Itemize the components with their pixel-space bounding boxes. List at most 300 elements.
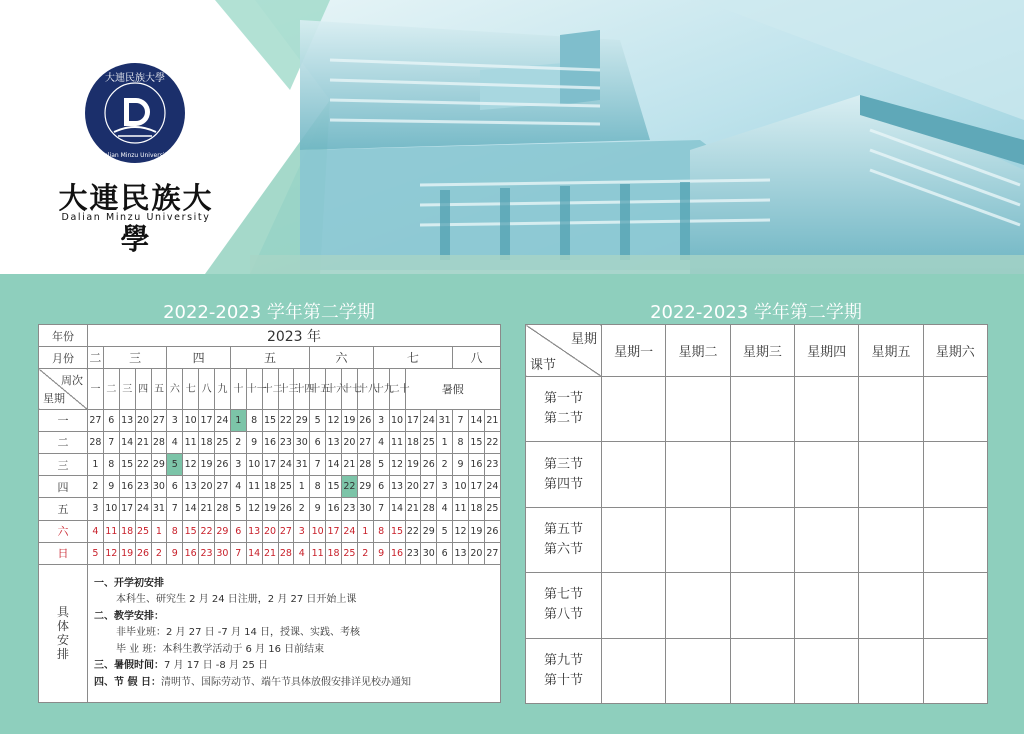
date-cell: 27 bbox=[88, 409, 104, 431]
calendar-row bbox=[39, 454, 501, 476]
schedule-cell[interactable] bbox=[923, 377, 987, 442]
date-cell: 14 bbox=[183, 498, 199, 520]
date-cell: 22 bbox=[135, 454, 151, 476]
date-cell: 26 bbox=[215, 454, 231, 476]
month-cell: 四 bbox=[167, 347, 231, 369]
date-cell: 2 bbox=[230, 431, 246, 453]
period-name: 第六节 bbox=[543, 541, 583, 557]
weekday-label: 四 bbox=[39, 476, 88, 498]
date-cell: 15 bbox=[183, 520, 199, 542]
weekday-label: 二 bbox=[39, 431, 88, 453]
month-label: 月份 bbox=[39, 347, 88, 369]
date-cell: 19 bbox=[119, 542, 135, 564]
schedule-cell[interactable] bbox=[730, 377, 794, 442]
date-cell: 12 bbox=[246, 498, 262, 520]
date-cell: 2 bbox=[437, 454, 453, 476]
date-cell: 13 bbox=[326, 431, 342, 453]
date-cell: 16 bbox=[469, 454, 485, 476]
schedule-cell[interactable] bbox=[859, 377, 923, 442]
date-cell: 16 bbox=[389, 542, 405, 564]
date-cell: 9 bbox=[373, 542, 389, 564]
date-cell: 17 bbox=[469, 476, 485, 498]
week-number-cell: 一 bbox=[88, 369, 104, 409]
week-number-cell: 六 bbox=[167, 369, 183, 409]
date-cell: 25 bbox=[215, 431, 231, 453]
note-title: 二、教学安排： bbox=[94, 610, 164, 622]
weekday-label: 日 bbox=[39, 542, 88, 564]
month-cell: 二 bbox=[88, 347, 104, 369]
date-cell: 1 bbox=[437, 431, 453, 453]
date-cell: 21 bbox=[262, 542, 278, 564]
schedule-cell[interactable] bbox=[602, 377, 666, 442]
week-number-cell: 二 bbox=[103, 369, 119, 409]
date-cell: 17 bbox=[119, 498, 135, 520]
schedule-cell[interactable] bbox=[859, 507, 923, 572]
date-cell: 10 bbox=[453, 476, 469, 498]
calendar-row bbox=[39, 409, 501, 431]
date-cell: 27 bbox=[484, 542, 500, 564]
weekday-header: 星期一 bbox=[602, 325, 666, 377]
schedule-cell[interactable] bbox=[730, 507, 794, 572]
schedule-cell[interactable] bbox=[666, 442, 730, 507]
schedule-row bbox=[526, 638, 988, 703]
date-cell: 23 bbox=[135, 476, 151, 498]
note-title: 三、暑假时间： bbox=[94, 660, 164, 672]
schedule-cell[interactable] bbox=[923, 442, 987, 507]
period-name: 第十节 bbox=[543, 672, 583, 688]
date-cell: 20 bbox=[135, 409, 151, 431]
date-cell: 5 bbox=[230, 498, 246, 520]
date-cell: 9 bbox=[103, 476, 119, 498]
schedule-cell[interactable] bbox=[794, 377, 858, 442]
month-cell: 七 bbox=[373, 347, 452, 369]
date-cell: 23 bbox=[484, 454, 500, 476]
date-cell: 23 bbox=[199, 542, 215, 564]
note-line bbox=[94, 576, 494, 593]
schedule-cell[interactable] bbox=[730, 573, 794, 638]
schedule-row bbox=[526, 507, 988, 572]
date-cell: 14 bbox=[389, 498, 405, 520]
week-number-cell: 二十 bbox=[389, 369, 405, 409]
date-cell: 4 bbox=[230, 476, 246, 498]
weekday-label: 五 bbox=[39, 498, 88, 520]
week-number-cell: 三 bbox=[119, 369, 135, 409]
date-cell: 9 bbox=[310, 498, 326, 520]
date-cell: 22 bbox=[405, 520, 421, 542]
date-cell: 8 bbox=[167, 520, 183, 542]
date-cell: 29 bbox=[215, 520, 231, 542]
weekday-header: 星期二 bbox=[666, 325, 730, 377]
date-cell: 7 bbox=[167, 498, 183, 520]
period-name: 第一节 bbox=[543, 391, 583, 407]
date-cell: 19 bbox=[342, 409, 358, 431]
date-cell: 8 bbox=[373, 520, 389, 542]
date-cell: 1 bbox=[151, 520, 167, 542]
period-name: 第三节 bbox=[543, 456, 583, 472]
header-banner bbox=[0, 0, 1024, 274]
svg-text:Dalian Minzu University: Dalian Minzu University bbox=[99, 152, 171, 159]
week-number-cell: 十九 bbox=[373, 369, 389, 409]
date-cell: 31 bbox=[437, 409, 453, 431]
date-cell: 3 bbox=[230, 454, 246, 476]
date-cell: 30 bbox=[357, 498, 373, 520]
schedule-cell[interactable] bbox=[666, 377, 730, 442]
date-cell: 4 bbox=[167, 431, 183, 453]
weekday-header: 星期三 bbox=[730, 325, 794, 377]
period-label bbox=[526, 573, 602, 638]
week-day-corner: 周次 星期 bbox=[39, 369, 88, 409]
date-cell: 17 bbox=[199, 409, 215, 431]
date-cell: 12 bbox=[103, 542, 119, 564]
period-label bbox=[526, 638, 602, 703]
date-cell: 13 bbox=[183, 476, 199, 498]
week-number-cell: 十三 bbox=[278, 369, 294, 409]
date-cell: 25 bbox=[421, 431, 437, 453]
date-cell: 5 bbox=[88, 542, 104, 564]
schedule-cell[interactable] bbox=[602, 507, 666, 572]
summer-vacation-label: 暑假 bbox=[405, 369, 501, 409]
month-cell: 八 bbox=[453, 347, 501, 369]
date-cell: 26 bbox=[278, 498, 294, 520]
date-cell: 4 bbox=[88, 520, 104, 542]
month-cell: 六 bbox=[310, 347, 374, 369]
date-cell: 3 bbox=[294, 520, 310, 542]
date-cell: 15 bbox=[469, 431, 485, 453]
date-cell: 21 bbox=[405, 498, 421, 520]
date-cell: 18 bbox=[405, 431, 421, 453]
week-number-cell: 十二 bbox=[262, 369, 278, 409]
date-cell: 24 bbox=[215, 409, 231, 431]
schedule-cell[interactable] bbox=[730, 638, 794, 703]
schedule-row bbox=[526, 573, 988, 638]
date-cell: 25 bbox=[342, 542, 358, 564]
date-cell: 1 bbox=[88, 454, 104, 476]
date-cell: 16 bbox=[262, 431, 278, 453]
university-name-en: Dalian Minzu University bbox=[61, 212, 211, 223]
date-cell: 1 bbox=[294, 476, 310, 498]
date-cell: 22 bbox=[484, 431, 500, 453]
date-cell: 5 bbox=[310, 409, 326, 431]
date-cell: 13 bbox=[246, 520, 262, 542]
calendar-row bbox=[39, 476, 501, 498]
date-cell: 28 bbox=[88, 431, 104, 453]
period-name: 第四节 bbox=[543, 476, 583, 492]
date-cell: 8 bbox=[310, 476, 326, 498]
date-cell: 13 bbox=[119, 409, 135, 431]
date-cell: 23 bbox=[342, 498, 358, 520]
date-cell: 18 bbox=[326, 542, 342, 564]
period-name: 第七节 bbox=[543, 587, 583, 603]
date-cell: 6 bbox=[373, 476, 389, 498]
date-cell: 27 bbox=[278, 520, 294, 542]
week-number-cell: 九 bbox=[215, 369, 231, 409]
date-cell: 24 bbox=[421, 409, 437, 431]
week-number-cell: 十七 bbox=[342, 369, 358, 409]
date-cell: 12 bbox=[326, 409, 342, 431]
date-cell: 19 bbox=[199, 454, 215, 476]
date-cell: 27 bbox=[357, 431, 373, 453]
date-cell: 26 bbox=[357, 409, 373, 431]
date-cell: 19 bbox=[469, 520, 485, 542]
date-cell: 27 bbox=[151, 409, 167, 431]
date-cell: 7 bbox=[310, 454, 326, 476]
date-cell: 18 bbox=[119, 520, 135, 542]
date-cell: 20 bbox=[405, 476, 421, 498]
date-cell: 8 bbox=[453, 431, 469, 453]
date-cell: 5 bbox=[437, 520, 453, 542]
date-cell: 20 bbox=[199, 476, 215, 498]
date-cell: 4 bbox=[373, 431, 389, 453]
date-cell: 29 bbox=[357, 476, 373, 498]
week-number-cell: 十 bbox=[230, 369, 246, 409]
date-cell: 4 bbox=[437, 498, 453, 520]
week-number-cell: 十一 bbox=[246, 369, 262, 409]
date-cell: 31 bbox=[151, 498, 167, 520]
week-number-cell: 八 bbox=[199, 369, 215, 409]
date-cell: 9 bbox=[453, 454, 469, 476]
calendar-title: 2022-2023 学年第二学期 bbox=[163, 302, 375, 323]
date-cell: 5 bbox=[373, 454, 389, 476]
university-seal-logo bbox=[84, 62, 186, 164]
date-cell: 22 bbox=[199, 520, 215, 542]
class-schedule-table bbox=[525, 324, 988, 704]
date-cell: 6 bbox=[310, 431, 326, 453]
date-cell: 14 bbox=[246, 542, 262, 564]
schedule-cell[interactable] bbox=[666, 573, 730, 638]
schedule-cell[interactable] bbox=[794, 573, 858, 638]
date-cell: 18 bbox=[199, 431, 215, 453]
calendar-row bbox=[39, 498, 501, 520]
date-cell: 10 bbox=[183, 409, 199, 431]
schedule-cell[interactable] bbox=[666, 507, 730, 572]
weekday-label: 三 bbox=[39, 454, 88, 476]
weekday-header: 星期六 bbox=[923, 325, 987, 377]
date-cell: 4 bbox=[294, 542, 310, 564]
schedule-cell[interactable] bbox=[666, 638, 730, 703]
date-cell: 3 bbox=[167, 409, 183, 431]
date-cell: 6 bbox=[103, 409, 119, 431]
date-cell: 20 bbox=[342, 431, 358, 453]
date-cell: 26 bbox=[421, 454, 437, 476]
date-cell: 17 bbox=[262, 454, 278, 476]
date-cell: 13 bbox=[453, 542, 469, 564]
date-cell: 28 bbox=[278, 542, 294, 564]
date-cell: 9 bbox=[167, 542, 183, 564]
week-number-cell: 五 bbox=[151, 369, 167, 409]
date-cell: 3 bbox=[437, 476, 453, 498]
period-name: 第五节 bbox=[543, 521, 583, 537]
date-cell: 23 bbox=[278, 431, 294, 453]
date-cell: 30 bbox=[151, 476, 167, 498]
date-cell: 12 bbox=[453, 520, 469, 542]
date-cell: 1 bbox=[230, 409, 246, 431]
period-name: 第九节 bbox=[543, 652, 583, 668]
date-cell: 19 bbox=[405, 454, 421, 476]
schedule-cell[interactable] bbox=[730, 442, 794, 507]
date-cell: 17 bbox=[405, 409, 421, 431]
date-cell: 28 bbox=[215, 498, 231, 520]
month-cell: 三 bbox=[103, 347, 167, 369]
schedule-cell[interactable] bbox=[794, 442, 858, 507]
date-cell: 11 bbox=[183, 431, 199, 453]
schedule-cell[interactable] bbox=[923, 573, 987, 638]
date-cell: 30 bbox=[215, 542, 231, 564]
schedule-row bbox=[526, 442, 988, 507]
date-cell: 28 bbox=[421, 498, 437, 520]
date-cell: 24 bbox=[342, 520, 358, 542]
date-cell: 7 bbox=[230, 542, 246, 564]
date-cell: 3 bbox=[88, 498, 104, 520]
date-cell: 25 bbox=[278, 476, 294, 498]
date-cell: 24 bbox=[135, 498, 151, 520]
date-cell: 28 bbox=[151, 431, 167, 453]
note-title: 一、开学初安排 bbox=[94, 577, 164, 589]
date-cell: 9 bbox=[246, 431, 262, 453]
date-cell: 21 bbox=[135, 431, 151, 453]
calendar-row bbox=[39, 431, 501, 453]
schedule-cell[interactable] bbox=[923, 638, 987, 703]
date-cell: 6 bbox=[437, 542, 453, 564]
date-cell: 27 bbox=[215, 476, 231, 498]
date-cell: 24 bbox=[484, 476, 500, 498]
date-cell: 26 bbox=[484, 520, 500, 542]
date-cell: 31 bbox=[294, 454, 310, 476]
weekday-label: 一 bbox=[39, 409, 88, 431]
date-cell: 20 bbox=[262, 520, 278, 542]
date-cell: 11 bbox=[246, 476, 262, 498]
date-cell: 21 bbox=[484, 409, 500, 431]
date-cell: 24 bbox=[278, 454, 294, 476]
note-text: 7 月 17 日 -8 月 25 日 bbox=[164, 660, 269, 672]
date-cell: 23 bbox=[405, 542, 421, 564]
date-cell: 2 bbox=[357, 542, 373, 564]
date-cell: 2 bbox=[88, 476, 104, 498]
week-number-cell: 十六 bbox=[326, 369, 342, 409]
date-cell: 22 bbox=[342, 476, 358, 498]
date-cell: 6 bbox=[230, 520, 246, 542]
date-cell: 6 bbox=[167, 476, 183, 498]
weekday-header: 星期五 bbox=[859, 325, 923, 377]
svg-text:大連民族大學: 大連民族大學 bbox=[105, 73, 165, 84]
note-item: 非毕业班：2 月 27 日 -7 月 14 日，授课、实践、考核 bbox=[116, 627, 361, 639]
date-cell: 16 bbox=[119, 476, 135, 498]
date-cell: 25 bbox=[135, 520, 151, 542]
schedule-cell[interactable] bbox=[923, 507, 987, 572]
calendar-row bbox=[39, 520, 501, 542]
note-line bbox=[94, 609, 494, 626]
date-cell: 15 bbox=[326, 476, 342, 498]
note-item: 本科生、研究生 2 月 24 日注册，2 月 27 日开始上课 bbox=[116, 594, 357, 606]
date-cell: 12 bbox=[389, 454, 405, 476]
date-cell: 12 bbox=[183, 454, 199, 476]
schedule-cell[interactable] bbox=[794, 638, 858, 703]
date-cell: 11 bbox=[103, 520, 119, 542]
date-cell: 10 bbox=[310, 520, 326, 542]
date-cell: 29 bbox=[151, 454, 167, 476]
date-cell: 14 bbox=[326, 454, 342, 476]
date-cell: 10 bbox=[246, 454, 262, 476]
year-value: 2023 年 bbox=[88, 325, 501, 347]
month-cell: 五 bbox=[230, 347, 309, 369]
note-title: 四、节 假 日： bbox=[94, 676, 161, 688]
date-cell: 14 bbox=[119, 431, 135, 453]
period-name: 第二节 bbox=[543, 411, 583, 427]
year-label: 年份 bbox=[39, 325, 88, 347]
schedule-cell[interactable] bbox=[602, 638, 666, 703]
week-number-cell: 十八 bbox=[357, 369, 373, 409]
period-label bbox=[526, 377, 602, 442]
week-number-cell: 七 bbox=[183, 369, 199, 409]
date-cell: 7 bbox=[373, 498, 389, 520]
weekday-header: 星期四 bbox=[794, 325, 858, 377]
note-item: 毕 业 班：本科生教学活动于 6 月 16 日前结束 bbox=[116, 643, 325, 655]
date-cell: 25 bbox=[484, 498, 500, 520]
date-cell: 29 bbox=[294, 409, 310, 431]
date-cell: 26 bbox=[135, 542, 151, 564]
date-cell: 11 bbox=[310, 542, 326, 564]
date-cell: 28 bbox=[357, 454, 373, 476]
schedule-cell[interactable] bbox=[794, 507, 858, 572]
date-cell: 11 bbox=[453, 498, 469, 520]
date-cell: 16 bbox=[183, 542, 199, 564]
calendar-row bbox=[39, 542, 501, 564]
date-cell: 7 bbox=[103, 431, 119, 453]
date-cell: 22 bbox=[278, 409, 294, 431]
period-label bbox=[526, 507, 602, 572]
schedule-cell[interactable] bbox=[602, 573, 666, 638]
date-cell: 2 bbox=[151, 542, 167, 564]
date-cell: 30 bbox=[421, 542, 437, 564]
date-cell: 5 bbox=[167, 454, 183, 476]
date-cell: 21 bbox=[199, 498, 215, 520]
notes-label: 具 体 安 排 bbox=[39, 564, 88, 702]
date-cell: 15 bbox=[119, 454, 135, 476]
date-cell: 18 bbox=[469, 498, 485, 520]
date-cell: 30 bbox=[294, 431, 310, 453]
date-cell: 17 bbox=[326, 520, 342, 542]
schedule-corner: 星期 课节 bbox=[526, 325, 602, 377]
date-cell: 7 bbox=[453, 409, 469, 431]
date-cell: 15 bbox=[262, 409, 278, 431]
date-cell: 19 bbox=[262, 498, 278, 520]
note-line bbox=[94, 658, 494, 675]
date-cell: 1 bbox=[357, 520, 373, 542]
schedule-row bbox=[526, 377, 988, 442]
academic-calendar-table bbox=[38, 324, 501, 703]
note-line bbox=[94, 675, 494, 692]
date-cell: 15 bbox=[389, 520, 405, 542]
date-cell: 10 bbox=[389, 409, 405, 431]
date-cell: 2 bbox=[294, 498, 310, 520]
schedule-cell[interactable] bbox=[859, 442, 923, 507]
schedule-title: 2022-2023 学年第二学期 bbox=[650, 302, 862, 323]
date-cell: 29 bbox=[421, 520, 437, 542]
date-cell: 10 bbox=[103, 498, 119, 520]
date-cell: 8 bbox=[103, 454, 119, 476]
note-text: 清明节、国际劳动节、端午节具体放假安排详见校办通知 bbox=[160, 676, 411, 688]
date-cell: 16 bbox=[326, 498, 342, 520]
schedule-cell[interactable] bbox=[859, 638, 923, 703]
week-number-cell: 十五 bbox=[310, 369, 326, 409]
date-cell: 3 bbox=[373, 409, 389, 431]
date-cell: 8 bbox=[246, 409, 262, 431]
week-number-cell: 十四 bbox=[294, 369, 310, 409]
date-cell: 21 bbox=[342, 454, 358, 476]
date-cell: 13 bbox=[389, 476, 405, 498]
schedule-cell[interactable] bbox=[602, 442, 666, 507]
date-cell: 11 bbox=[389, 431, 405, 453]
schedule-cell[interactable] bbox=[859, 573, 923, 638]
